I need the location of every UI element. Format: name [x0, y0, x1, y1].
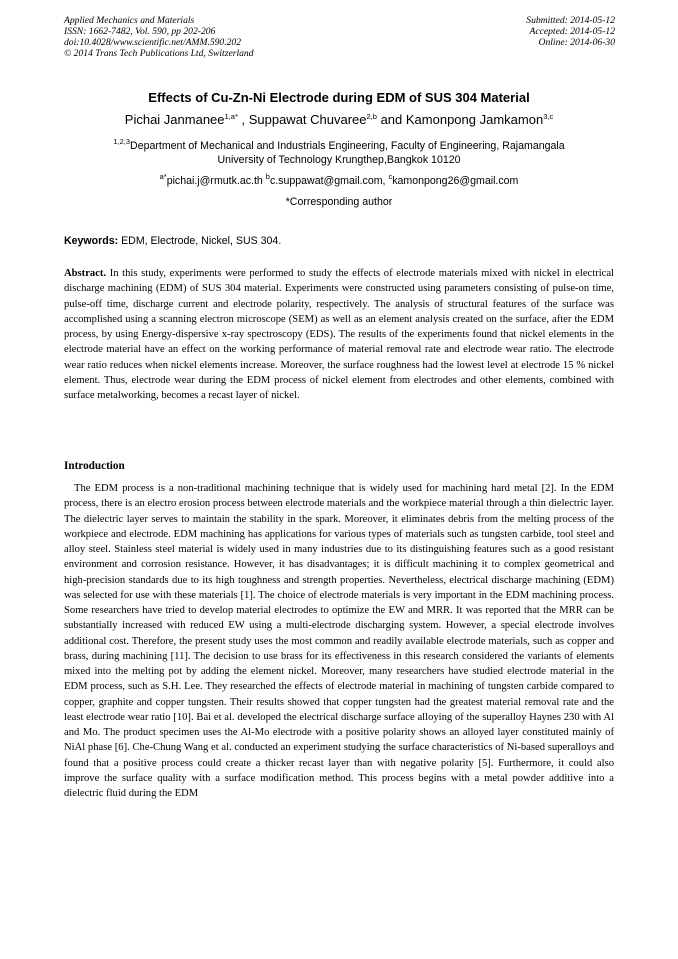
corresponding-author-note: *Corresponding author	[285, 196, 393, 208]
abstract-label: Abstract.	[64, 268, 107, 279]
abstract-text: In this study, experiments were performed to study the effects of electrode materials mixed with nickel in electrical discharge machining (EDM) of SUS 304 material. Experiments were constructed using parameters consisting of pulse-on time, pulse-off time, discharge current and electrode polarity, respectively. The analysis of structural features of the surface was accomplished using a scanning electron microscope (SEM) as well as an element analysis created on the surface, after the EDM process, by using Energy-dispersive x-ray spectroscopy (EDS). The results of the experiments found that nickel elements in the electrode material have an effect on the working performance of material removal rate and electrode wear ratio. The electrode wear ratio reduces when nickel elements increase. Moreover, the surface roughness had the lowest level at electrode 15 % nickel element. Thus, electrode wear during the EDM process of nickel element from electrodes and other elements, combined with surface metalworking, becomes a recast layer of nickel.	[64, 268, 614, 401]
issn-line: ISSN: 1662-7482, Vol. 590, pp 202-206	[64, 26, 216, 37]
online-date: Online: 2014-06-30	[538, 37, 615, 48]
submitted-date: Submitted: 2014-05-12	[526, 15, 615, 26]
keywords-label: Keywords:	[64, 235, 119, 247]
abstract	[64, 266, 614, 403]
author-separator: and	[376, 112, 406, 127]
affiliation-marker: 1,2,3	[113, 137, 131, 146]
dates-header	[526, 15, 615, 48]
copyright-line: © 2014 Trans Tech Publications Ltd, Switzerland	[64, 48, 254, 59]
author-list	[0, 111, 678, 129]
introduction-body: The EDM process is a non-traditional machining technique that is widely used for machining hard metal [2]. In the EDM process, there is an electro erosion process between electrode materials and the workpiece material through a thin dielectric layer. The dielectric layer serves to maintain the stability in the spark. Moreover, it eliminates debris from the melting process of the workpiece and electrode. EDM machining has applications for various types of materials such as tungsten carbide, tool steel and alloy steel. Stainless steel material is widely used in many industries due to its distinguishing features such as a good resistant environment and corrosion resistance. However, it has disadvantages; it is difficult machining it to complex geometrical and high-precision standards due to its high toughness and strength properties. Nevertheless, electrical discharge machining (EDM) was selected for use with these materials [1]. The choice of electrode materials is very important in the EDM machining process. Some researchers have tried to develop material electrodes to optimize the EW and MRR. It was reported that the MRR can be substantially increased with reduced EW using a multi-electrode discharging system. However, a special electrode involves additional cost. Therefore, the present study uses the most common and readily available electrode materials, such as copper and brass, during machining [11]. The decision to use brass for its effectiveness in this research considered the variants of elements mixed into the melting pot by adding the element nickel. Moreover, many researchers have studied electrode material in the EDM process, such as S.H. Lee. They researched the effects of electrode material in machining of tungsten carbide compared to copper, graphite and copper tungsten. Their results showed that copper tungsten had the greatest material removal rate and the least electrode wear ratio [10]. Bai et al. developed the electrical discharge surface alloying of the superalloy Haynes 230 with Al and Mo. The product specimen uses the Al-Mo electrode with a positive polarity shows an alloyed layer constituted mainly of NiAl phase [6]. Che-Chung Wang et al. conducted an experiment studying the surface characteristics of Ni-based superalloys and found that a positive process could create a thicker recast layer than with negative polarity [5]. Furthermore, it could also improve the surface quality with a surface modification method. This process begins with a metal powder additive into a dielectric fluid during the EDM	[64, 483, 614, 799]
email-a-marker: a*	[159, 172, 167, 181]
email-b-marker: b	[265, 172, 270, 181]
journal-header	[64, 15, 254, 59]
author-3-affil: 3,c	[543, 112, 554, 121]
email-list	[0, 174, 678, 188]
journal-name: Applied Mechanics and Materials	[64, 15, 195, 26]
author-3: Kamonpong Jamkamon	[405, 112, 544, 127]
keywords	[64, 234, 281, 248]
email-c[interactable]: kamonpong26@gmail.com	[392, 175, 519, 187]
email-a[interactable]: pichai.j@rmutk.ac.th	[166, 175, 263, 187]
email-c-marker: c	[388, 172, 393, 181]
keywords-text: EDM, Electrode, Nickel, SUS 304.	[118, 235, 282, 247]
affiliation-line-2: University of Technology Krungthep,Bangkok 10120	[217, 154, 461, 166]
doi-line: doi:10.4028/www.scientific.net/AMM.590.202	[64, 37, 242, 48]
author-2: Suppawat Chuvaree	[248, 112, 367, 127]
author-1: Pichai Janmanee	[124, 112, 225, 127]
author-2-affil: 2,b	[366, 112, 377, 121]
author-separator: ,	[237, 112, 249, 127]
accepted-date: Accepted: 2014-05-12	[529, 26, 615, 37]
affiliation-line-1: $^{1,2,3}$Department of Mechanical and Industrials Engineering, Faculty of Engineering, Rajamangala	[113, 137, 565, 152]
affiliation	[60, 139, 618, 167]
author-1-affil: 1,a*	[224, 112, 238, 121]
email-b[interactable]: c.suppawat@gmail.com,	[269, 175, 389, 187]
paper-title: Effects of Cu-Zn-Ni Electrode during EDM of SUS 304 Material	[148, 90, 530, 105]
section-heading-introduction: Introduction	[64, 460, 125, 472]
